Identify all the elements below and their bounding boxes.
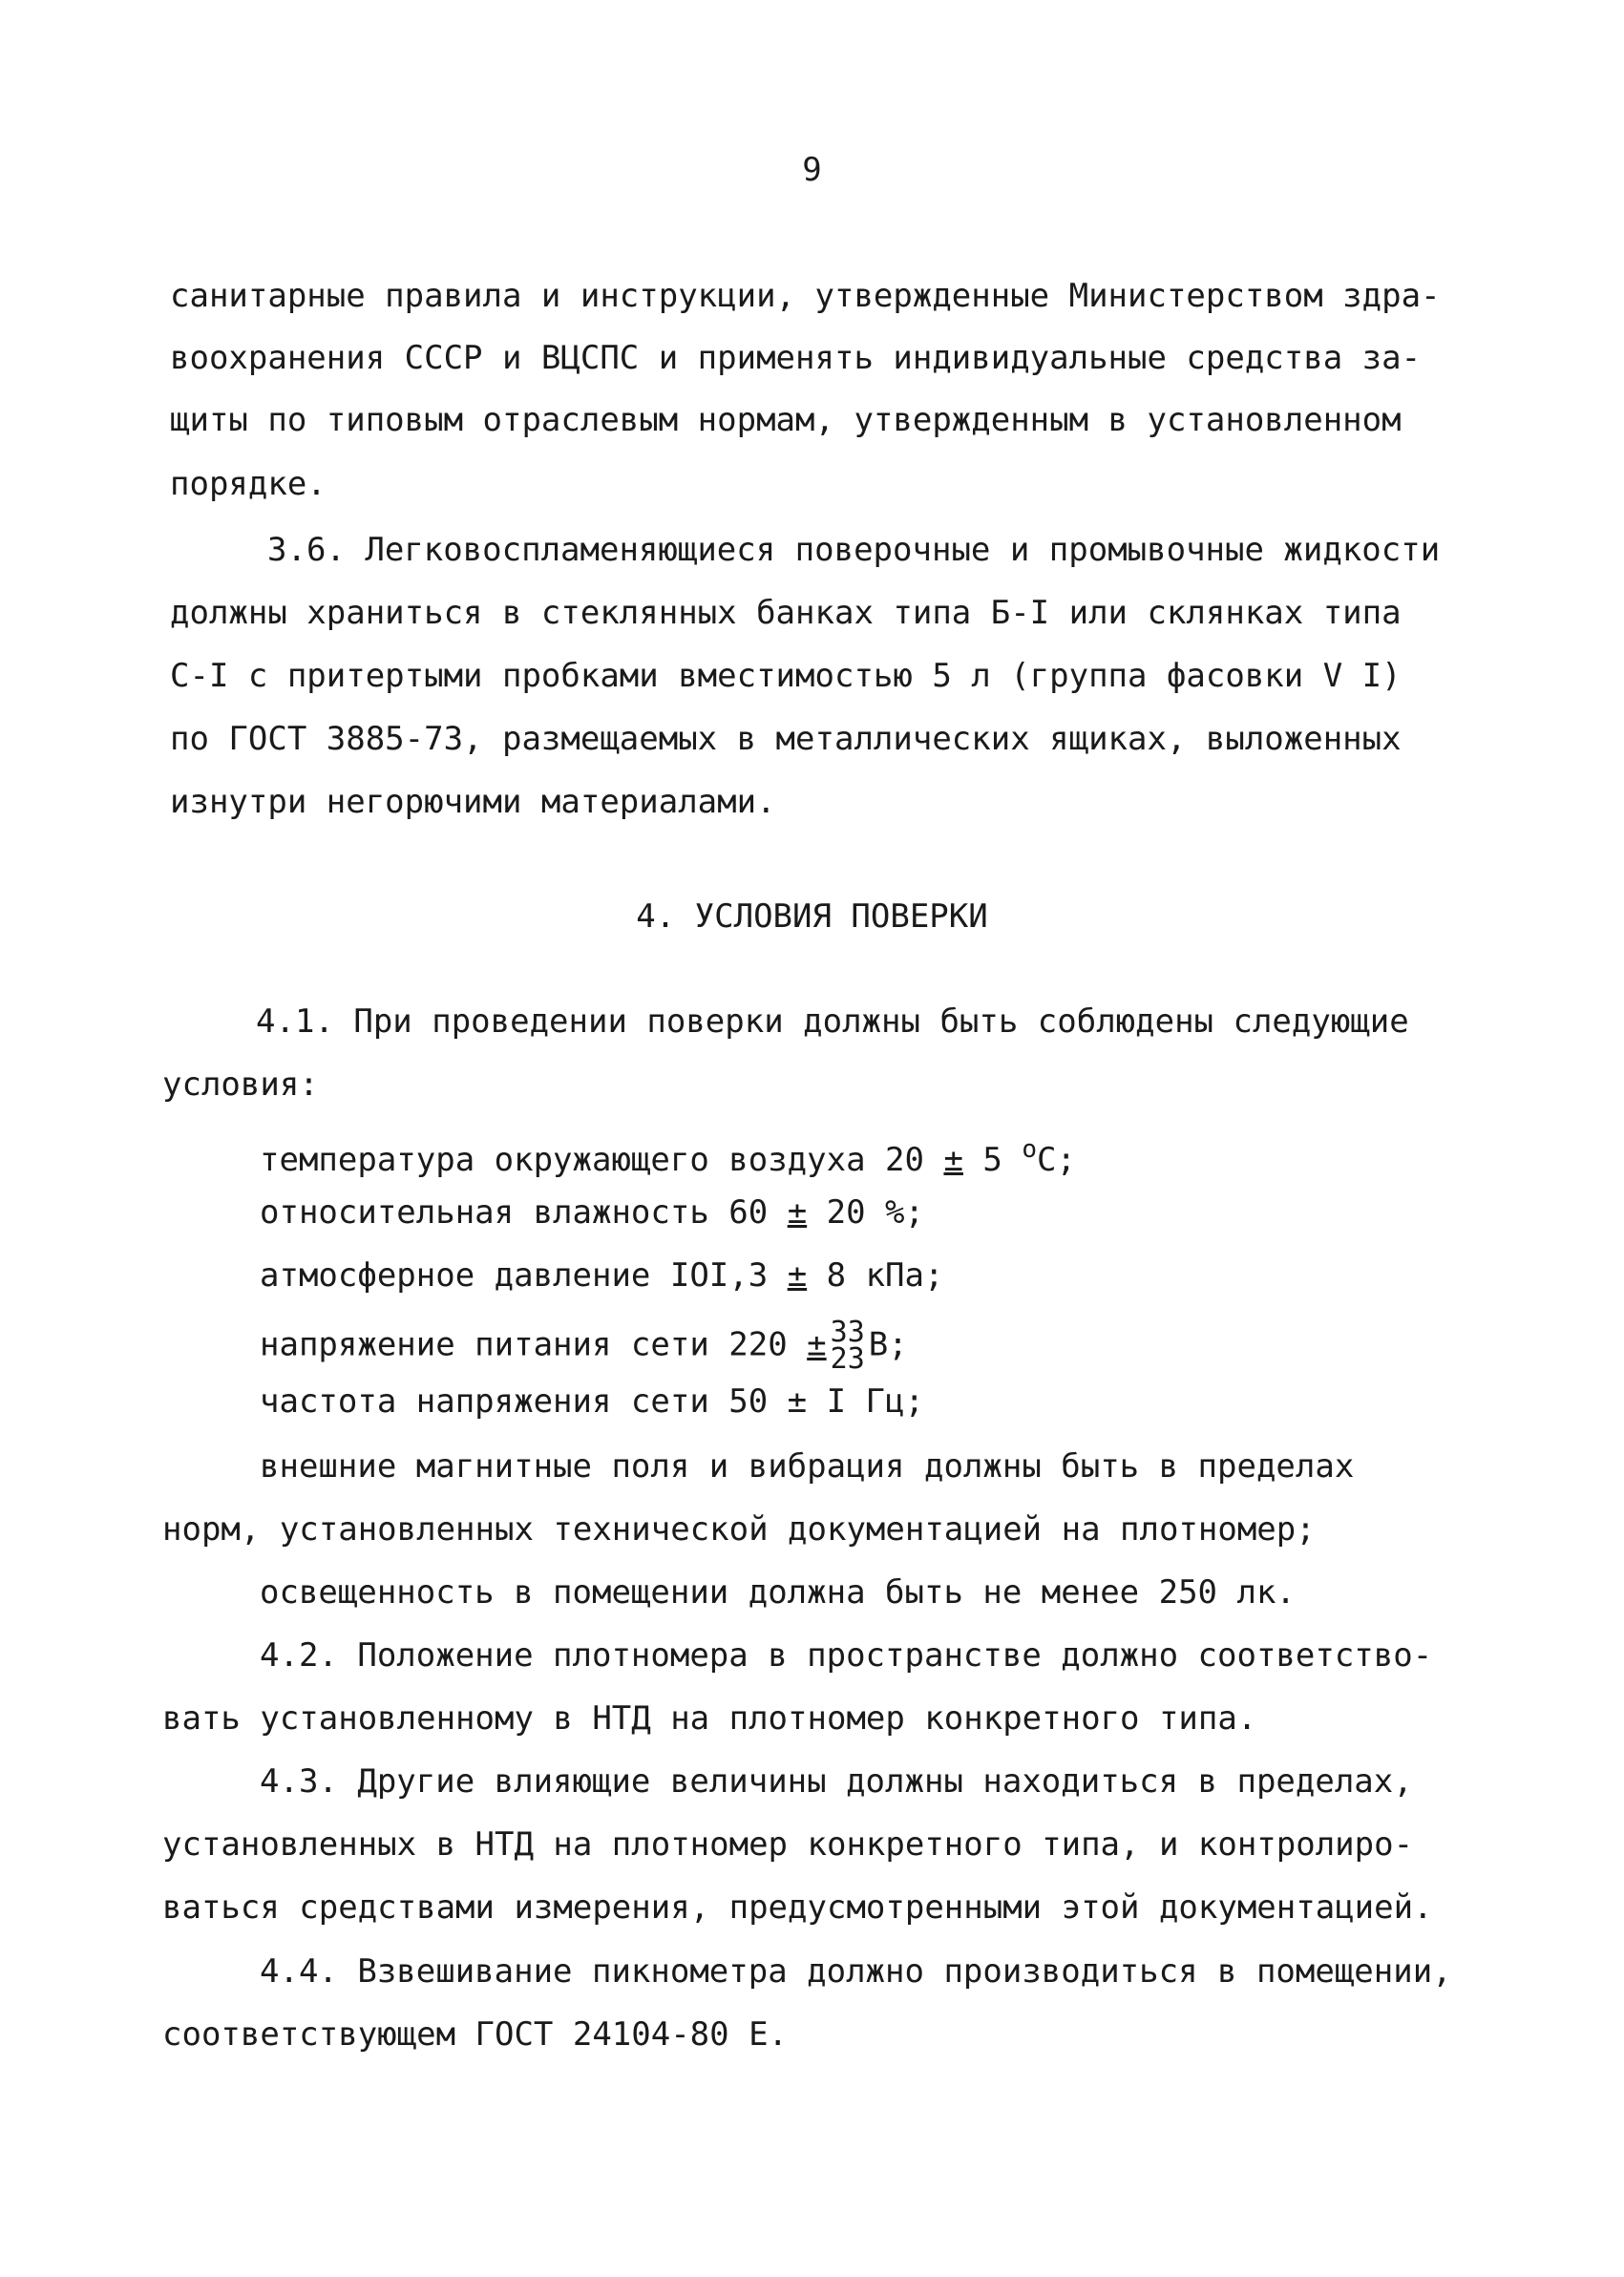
clause-3-6-line: 3.6. Легковоспламеняющиеся поверочные и промывочные жидкости	[267, 531, 1441, 569]
clause-4-4-line: соответствующем ГОСТ 24104-80 Е.	[162, 2015, 789, 2054]
clause-4-3-line: ваться средствами измерения, предусмотренными этой документацией.	[162, 1888, 1433, 1927]
condition-temperature	[260, 1130, 1076, 1179]
tolerance-fraction	[830, 1316, 865, 1376]
paragraph-line: щиты по типовым отраслевым нормам, утвержденным в установленном	[170, 401, 1402, 439]
condition-pressure	[260, 1256, 943, 1295]
plus-minus-sign: ±	[943, 1141, 963, 1179]
plus-minus-sign: ±	[787, 1193, 808, 1232]
paragraph-line: воохранения СССР и ВЦСПС и применять индивидуальные средства за-	[170, 339, 1422, 377]
tolerance-lower: 23	[830, 1342, 865, 1376]
clause-4-2-line: 4.2. Положение плотномера в пространстве должно соответство-	[260, 1636, 1433, 1675]
clause-3-6-line: С-I с притертыми пробками вместимостью 5 л (группа фасовки V I)	[170, 657, 1402, 695]
clause-4-1-line: условия:	[162, 1065, 319, 1104]
plus-minus-sign: ±	[787, 1256, 808, 1295]
clause-4-4-line: 4.4. Взвешивание пикнометра должно производиться в помещении,	[260, 1952, 1452, 1991]
condition-label: напряжение питания сети 220	[260, 1325, 808, 1364]
condition-label: атмосферное давление IOI,3	[260, 1256, 788, 1295]
clause-4-3-line: установленных в НТД на плотномер конкретного типа, и контролиро-	[162, 1825, 1414, 1864]
condition-frequency: частота напряжения сети 50 ± I Гц;	[260, 1382, 924, 1421]
condition-value: 8 кПа;	[807, 1256, 944, 1295]
tolerance-upper: 33	[830, 1316, 865, 1349]
condition-illumination: освещенность в помещении должна быть не менее 250 лк.	[260, 1573, 1296, 1612]
clause-3-6-line: должны храниться в стеклянных банках типа Б-I или склянках типа	[170, 594, 1402, 632]
condition-fields-line: внешние магнитные поля и вибрация должны быть в пределах	[260, 1447, 1355, 1486]
clause-3-6-line: по ГОСТ 3885-73, размещаемых в металлических ящиках, выложенных	[170, 720, 1402, 758]
page-number: 9	[802, 151, 822, 189]
paragraph-line: санитарные правила и инструкции, утвержденные Министерством здра-	[170, 277, 1441, 315]
clause-4-3-line: 4.3. Другие влияющие величины должны находиться в пределах,	[260, 1762, 1413, 1801]
condition-fields-line: норм, установленных технической документацией на плотномер;	[162, 1510, 1316, 1549]
condition-value: 20 %;	[807, 1193, 924, 1232]
condition-value: 5	[962, 1141, 1023, 1179]
condition-label: относительная влажность 60	[260, 1193, 788, 1232]
clause-3-6-line: изнутри негорючими материалами.	[170, 783, 776, 821]
condition-voltage	[260, 1316, 908, 1376]
plus-minus-sign: ±	[807, 1325, 827, 1364]
degree-mark: о	[1022, 1135, 1038, 1164]
clause-4-2-line: вать установленному в НТД на плотномер конкретного типа.	[162, 1699, 1257, 1738]
paragraph-line: порядке.	[170, 465, 327, 503]
condition-label: температура окружающего воздуха 20	[260, 1141, 944, 1179]
section-heading: 4. УСЛОВИЯ ПОВЕРКИ	[636, 897, 988, 936]
condition-unit: В;	[868, 1325, 908, 1364]
condition-unit: С;	[1037, 1141, 1076, 1179]
condition-humidity	[260, 1193, 924, 1232]
clause-4-1-line: 4.1. При проведении поверки должны быть соблюдены следующие	[256, 1002, 1409, 1041]
